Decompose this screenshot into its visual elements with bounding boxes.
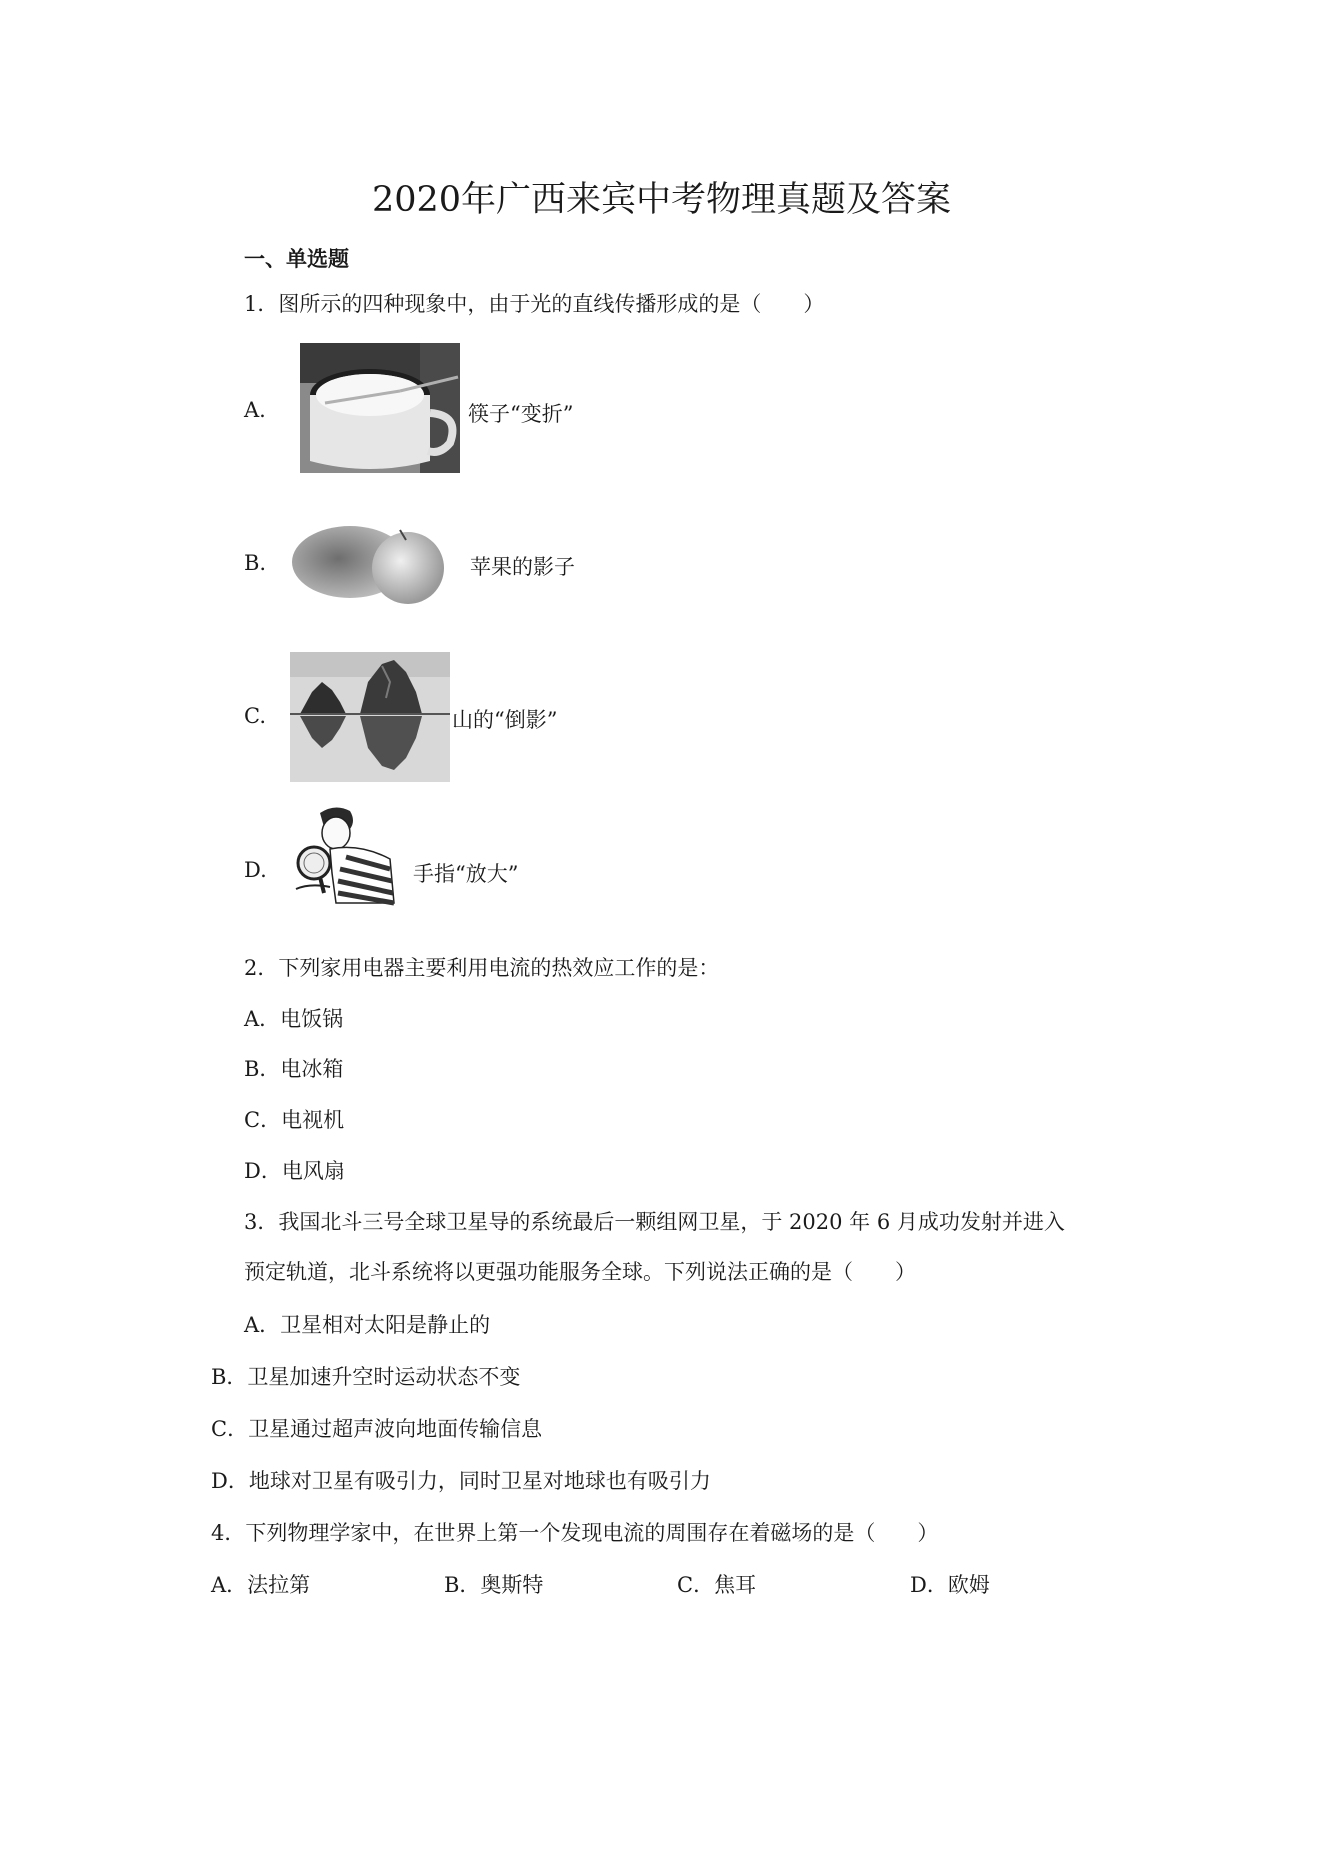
q4-option-b: B．奥斯特	[444, 1573, 544, 1597]
q1-option-d-caption: 手指“放大”	[413, 862, 519, 886]
question-3-stem-line-1: 3．我国北斗三号全球卫星导的系统最后一颗组网卫星，于 2020 年 6 月成功发射并进入	[244, 1210, 1065, 1234]
q1-option-c-letter: C.	[244, 704, 266, 728]
q1-option-d-image-magnifier-boy	[290, 803, 405, 913]
q3-option-c: C．卫星通过超声波向地面传输信息	[211, 1417, 543, 1441]
q1-option-b-letter: B.	[244, 551, 267, 575]
q3-option-b: B．卫星加速升空时运动状态不变	[211, 1365, 521, 1389]
q1-option-b-caption: 苹果的影子	[470, 555, 575, 579]
q2-option-c: C．电视机	[244, 1108, 345, 1132]
document-title: 2020年广西来宾中考物理真题及答案	[371, 180, 952, 220]
q1-option-d-letter: D.	[244, 858, 267, 882]
q2-option-b: B．电冰箱	[244, 1057, 344, 1081]
q1-option-c-image-mountain-reflection	[290, 652, 450, 782]
q4-option-d: D．欧姆	[910, 1573, 990, 1597]
q1-option-b-image-apple-shadow	[290, 520, 450, 615]
q1-option-a-caption: 筷子“变折”	[468, 402, 574, 426]
q3-option-a: A．卫星相对太阳是静止的	[244, 1313, 491, 1337]
q4-option-a: A．法拉第	[211, 1573, 311, 1597]
q2-option-d: D．电风扇	[244, 1159, 345, 1183]
question-2-stem: 2．下列家用电器主要利用电流的热效应工作的是：	[244, 956, 720, 980]
q1-option-a-image-mug-chopstick	[300, 343, 460, 473]
q1-option-c-caption: 山的“倒影”	[452, 708, 558, 732]
q3-option-d: D．地球对卫星有吸引力，同时卫星对地球也有吸引力	[211, 1469, 711, 1493]
question-4-stem: 4．下列物理学家中，在世界上第一个发现电流的周围存在着磁场的是（ ）	[211, 1521, 939, 1545]
q2-option-a: A．电饭锅	[244, 1007, 344, 1031]
question-1-stem: 1．图所示的四种现象中，由于光的直线传播形成的是（ ）	[244, 292, 825, 316]
q4-option-c: C．焦耳	[677, 1573, 757, 1597]
question-3-stem-line-2: 预定轨道，北斗系统将以更强功能服务全球。下列说法正确的是（ ）	[244, 1260, 916, 1284]
section-heading: 一、单选题	[244, 246, 349, 271]
q1-option-a-letter: A.	[244, 398, 266, 422]
